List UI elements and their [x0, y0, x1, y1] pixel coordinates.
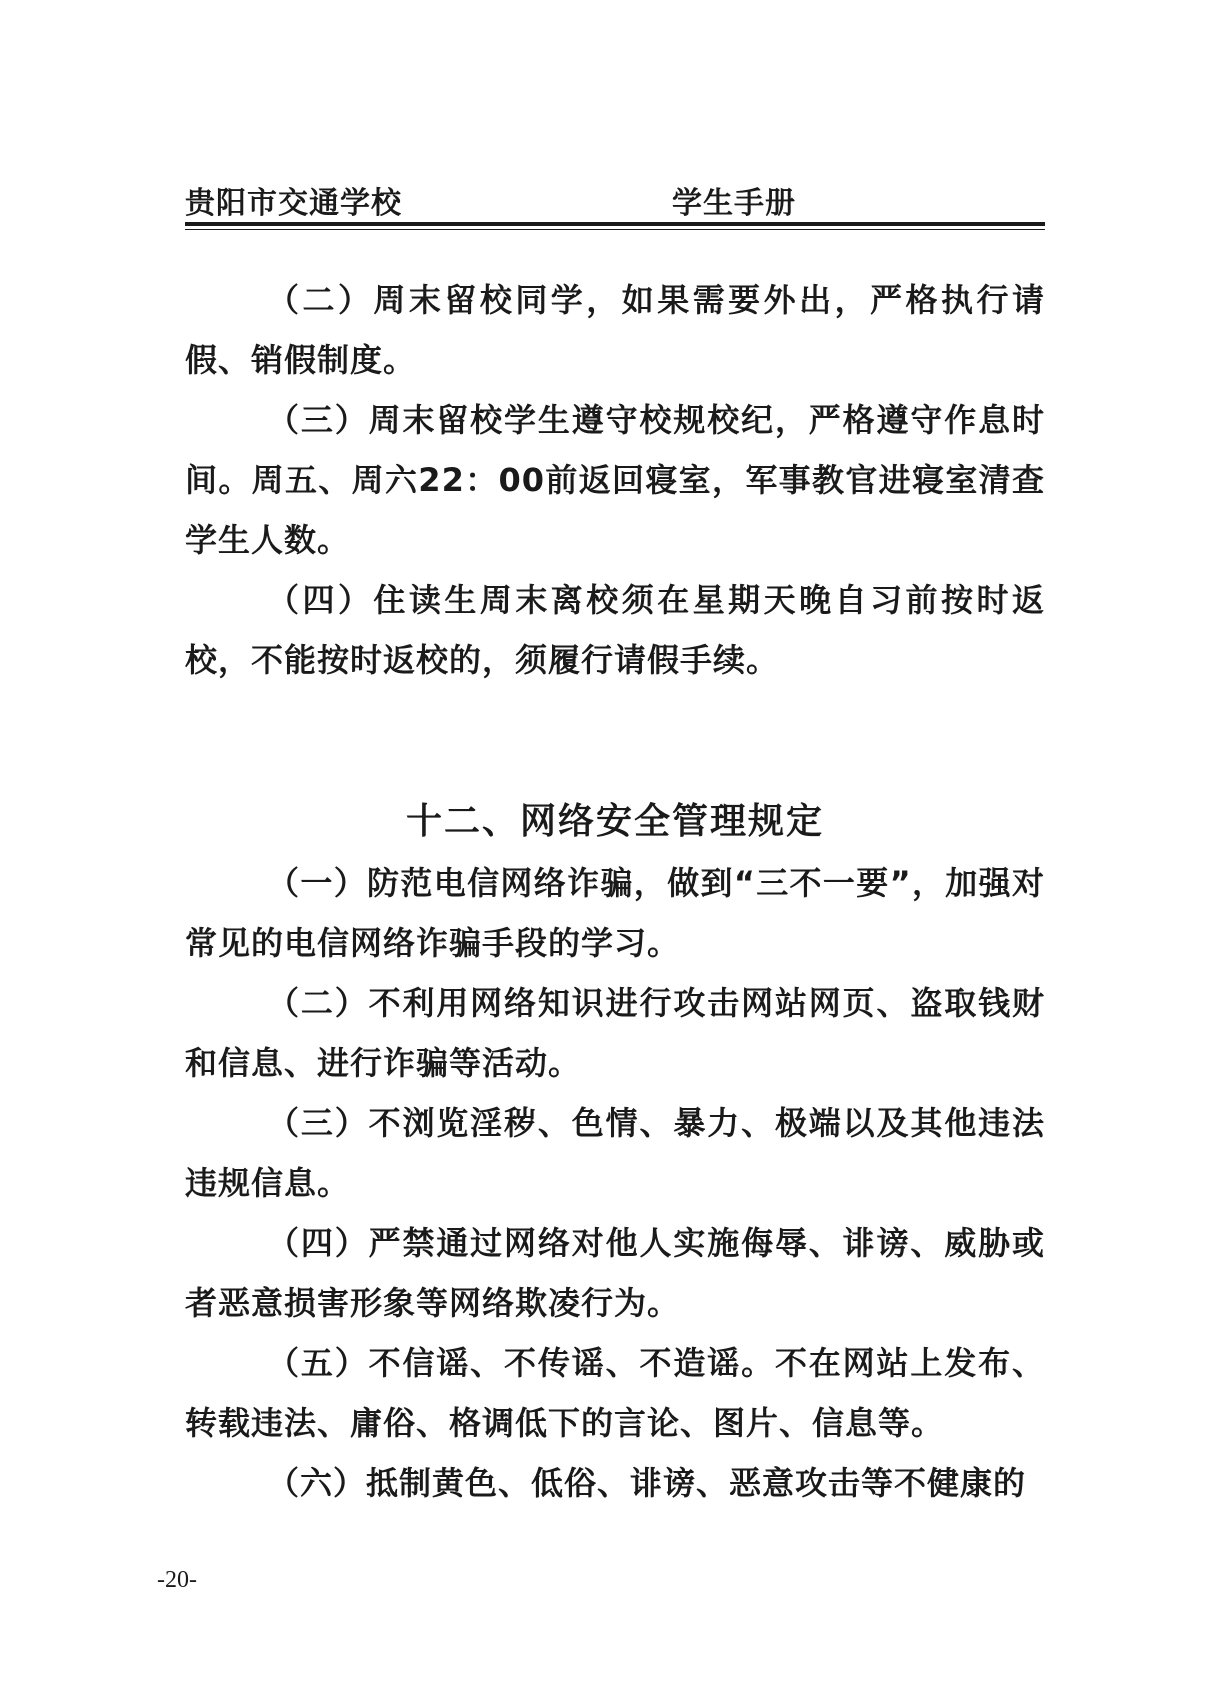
paragraph: （一）防范电信网络诈骗，做到“三不一要”，加强对常见的电信网络诈骗手段的学习。 — [185, 864, 1045, 962]
paragraph: （六）抵制黄色、低俗、诽谤、恶意攻击等不健康的 — [267, 1464, 1027, 1502]
paragraph: （三）周末留校学生遵守校规校纪，严格遵守作息时间。周五、周六22：00前返回寝室，军事教官进寝室清查学生人数。 — [185, 401, 1045, 559]
header-document-title: 学生手册 — [672, 186, 796, 221]
paragraph: （三）不浏览淫秽、色情、暴力、极端以及其他违法违规信息。 — [185, 1104, 1045, 1202]
paragraph: （四）严禁通过网络对他人实施侮辱、诽谤、威胁或者恶意损害形象等网络欺凌行为。 — [185, 1224, 1045, 1322]
previous-section-body — [185, 270, 1045, 690]
page-header — [185, 178, 1045, 222]
paragraph: （二）不利用网络知识进行攻击网站网页、盗取钱财和信息、进行诈骗等活动。 — [185, 984, 1045, 1082]
header-rule-thin — [185, 229, 1045, 230]
page-number: -20- — [157, 1567, 197, 1593]
section-title: 十二、网络安全管理规定 — [405, 801, 824, 842]
header-rule-thick — [185, 222, 1045, 226]
paragraph: （五）不信谣、不传谣、不造谣。不在网站上发布、转载违法、庸俗、格调低下的言论、图片、信息等。 — [185, 1344, 1045, 1442]
section-body — [185, 853, 1045, 1513]
header-school-name: 贵阳市交通学校 — [185, 186, 402, 221]
paragraph: （二）周末留校同学，如果需要外出，严格执行请假、销假制度。 — [185, 281, 1045, 379]
paragraph: （四）住读生周末离校须在星期天晚自习前按时返校，不能按时返校的，须履行请假手续。 — [185, 581, 1045, 679]
